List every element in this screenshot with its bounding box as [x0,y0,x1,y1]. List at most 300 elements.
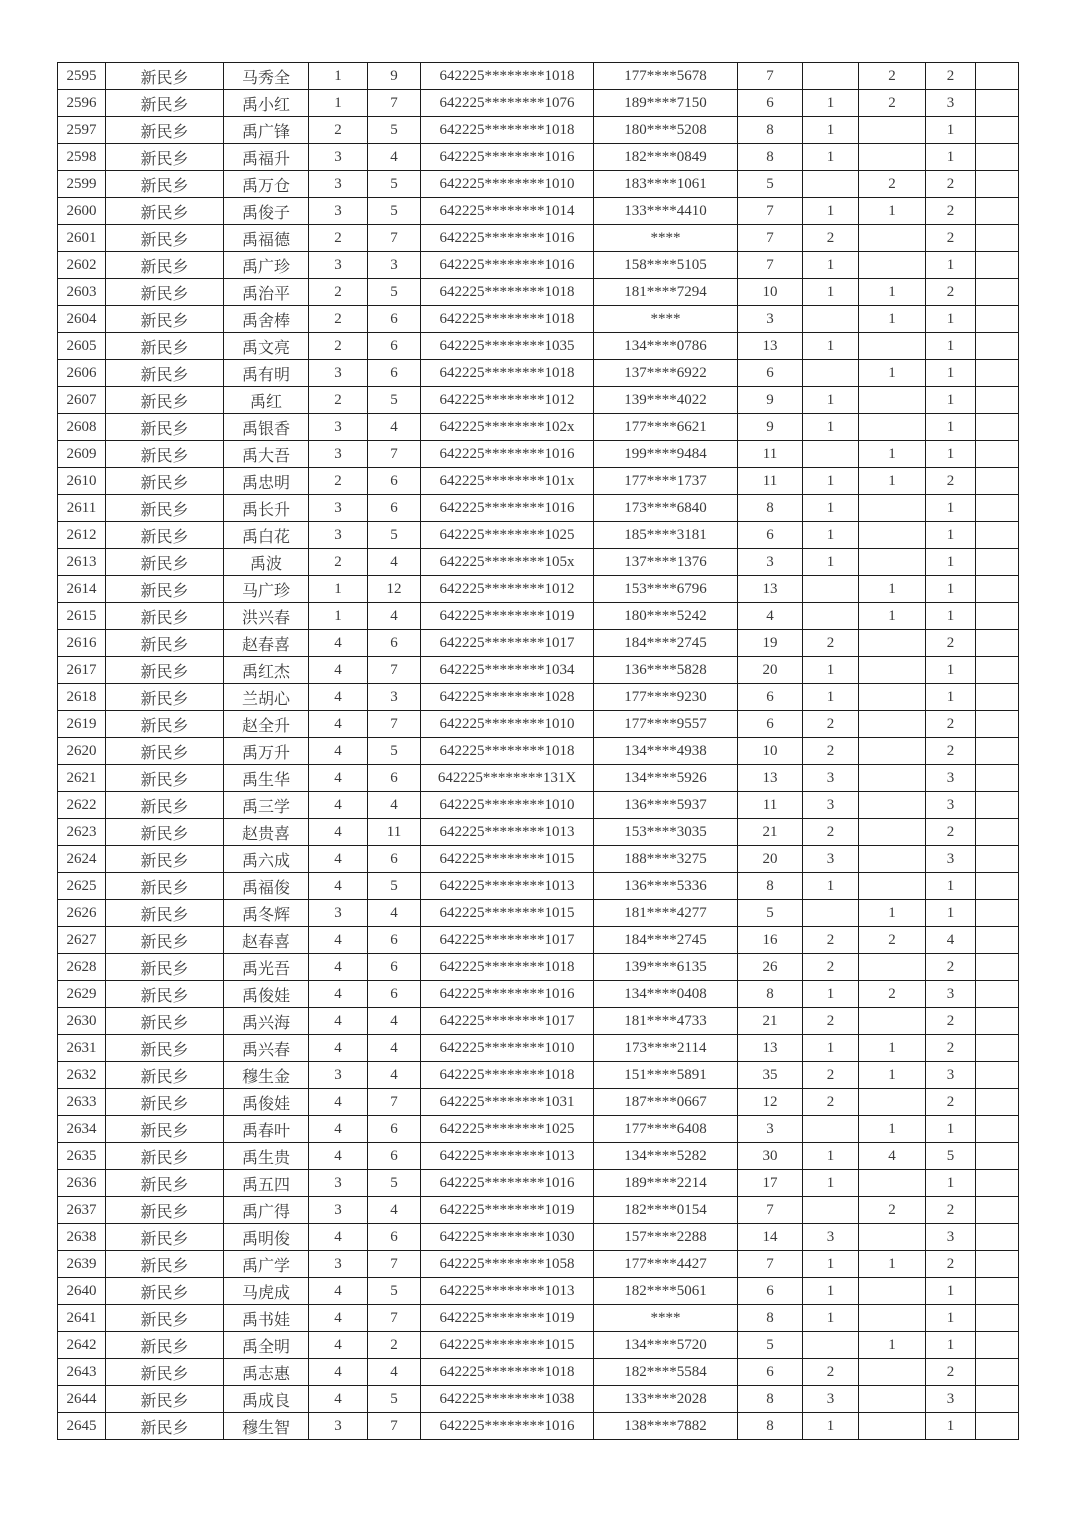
serial-cell: 2614 [58,576,106,603]
name-cell: 禹福升 [224,144,309,171]
count4-cell: 3 [926,1062,976,1089]
count1-cell: 8 [738,873,803,900]
id-number-cell: 642225********1031 [421,1089,594,1116]
table-row [58,684,1019,711]
serial-cell: 2619 [58,711,106,738]
id-number-cell: 642225********1013 [421,1278,594,1305]
phone-cell: 180****5242 [594,603,738,630]
count2-cell [803,900,859,927]
count3-cell: 1 [859,441,926,468]
count2-cell [803,171,859,198]
phone-cell: 199****9484 [594,441,738,468]
serial-cell: 2617 [58,657,106,684]
num1-cell: 4 [309,630,368,657]
table-row [58,900,1019,927]
count3-cell [859,684,926,711]
name-cell: 禹春叶 [224,1116,309,1143]
table-row [58,846,1019,873]
name-cell: 禹俊子 [224,198,309,225]
id-number-cell: 642225********1013 [421,819,594,846]
count3-cell [859,495,926,522]
township-cell: 新民乡 [106,900,224,927]
phone-cell: 177****9557 [594,711,738,738]
serial-cell: 2600 [58,198,106,225]
count4-cell: 1 [926,360,976,387]
num1-cell: 3 [309,1197,368,1224]
phone-cell: 181****7294 [594,279,738,306]
count4-cell: 3 [926,981,976,1008]
num2-cell: 11 [368,819,421,846]
count3-cell [859,711,926,738]
count4-cell: 2 [926,1089,976,1116]
count2-cell: 2 [803,1359,859,1386]
num2-cell: 6 [368,1116,421,1143]
count3-cell: 1 [859,603,926,630]
num1-cell: 3 [309,900,368,927]
num2-cell: 6 [368,1224,421,1251]
id-number-cell: 642225********1018 [421,279,594,306]
name-cell: 禹万升 [224,738,309,765]
blank-cell [976,684,1019,711]
table-row [58,522,1019,549]
phone-cell: 177****6408 [594,1116,738,1143]
count1-cell: 13 [738,576,803,603]
serial-cell: 2621 [58,765,106,792]
phone-cell: 136****5937 [594,792,738,819]
table-row [58,954,1019,981]
id-number-cell: 642225********1016 [421,225,594,252]
township-cell: 新民乡 [106,819,224,846]
id-number-cell: 642225********1018 [421,117,594,144]
num2-cell: 5 [368,117,421,144]
township-cell: 新民乡 [106,333,224,360]
table-row [58,306,1019,333]
name-cell: 禹银香 [224,414,309,441]
name-cell: 禹忠明 [224,468,309,495]
township-cell: 新民乡 [106,657,224,684]
table-row [58,1359,1019,1386]
serial-cell: 2612 [58,522,106,549]
count2-cell [803,1197,859,1224]
id-number-cell: 642225********1010 [421,1035,594,1062]
count4-cell: 1 [926,387,976,414]
count4-cell: 2 [926,63,976,90]
count1-cell: 7 [738,225,803,252]
serial-cell: 2627 [58,927,106,954]
id-number-cell: 642225********1018 [421,954,594,981]
num1-cell: 1 [309,603,368,630]
table-row [58,360,1019,387]
num2-cell: 6 [368,333,421,360]
count4-cell: 1 [926,117,976,144]
phone-cell: 189****7150 [594,90,738,117]
township-cell: 新民乡 [106,198,224,225]
num2-cell: 7 [368,657,421,684]
table-row [58,1062,1019,1089]
serial-cell: 2611 [58,495,106,522]
count2-cell: 1 [803,387,859,414]
blank-cell [976,1035,1019,1062]
count3-cell [859,522,926,549]
id-number-cell: 642225********1019 [421,1197,594,1224]
table-row [58,1197,1019,1224]
table-row [58,738,1019,765]
count3-cell [859,225,926,252]
name-cell: 禹俊娃 [224,1089,309,1116]
num1-cell: 1 [309,63,368,90]
count2-cell: 2 [803,738,859,765]
num2-cell: 3 [368,684,421,711]
serial-cell: 2605 [58,333,106,360]
count2-cell: 1 [803,1035,859,1062]
count3-cell [859,1386,926,1413]
count1-cell: 6 [738,1278,803,1305]
count1-cell: 3 [738,1116,803,1143]
id-number-cell: 642225********1017 [421,927,594,954]
count2-cell: 1 [803,117,859,144]
count1-cell: 6 [738,684,803,711]
phone-cell: 187****0667 [594,1089,738,1116]
blank-cell [976,198,1019,225]
table-row [58,225,1019,252]
name-cell: 禹志惠 [224,1359,309,1386]
serial-cell: 2608 [58,414,106,441]
township-cell: 新民乡 [106,1305,224,1332]
num2-cell: 6 [368,630,421,657]
blank-cell [976,1197,1019,1224]
table-row [58,765,1019,792]
serial-cell: 2645 [58,1413,106,1440]
name-cell: 禹福俊 [224,873,309,900]
num2-cell: 4 [368,900,421,927]
name-cell: 禹兴春 [224,1035,309,1062]
id-number-cell: 642225********1016 [421,1413,594,1440]
township-cell: 新民乡 [106,738,224,765]
num1-cell: 3 [309,495,368,522]
id-number-cell: 642225********1076 [421,90,594,117]
phone-cell: 181****4733 [594,1008,738,1035]
township-cell: 新民乡 [106,954,224,981]
name-cell: 禹有明 [224,360,309,387]
count4-cell: 2 [926,468,976,495]
count4-cell: 1 [926,144,976,171]
phone-cell: 177****6621 [594,414,738,441]
serial-cell: 2626 [58,900,106,927]
name-cell: 禹兴海 [224,1008,309,1035]
name-cell: 马秀全 [224,63,309,90]
count1-cell: 10 [738,738,803,765]
blank-cell [976,441,1019,468]
count3-cell [859,1008,926,1035]
count1-cell: 8 [738,495,803,522]
township-cell: 新民乡 [106,1170,224,1197]
serial-cell: 2622 [58,792,106,819]
phone-cell: 173****2114 [594,1035,738,1062]
id-number-cell: 642225********1030 [421,1224,594,1251]
township-cell: 新民乡 [106,225,224,252]
blank-cell [976,90,1019,117]
blank-cell [976,1008,1019,1035]
count1-cell: 8 [738,1305,803,1332]
table-row [58,1143,1019,1170]
phone-cell: 133****4410 [594,198,738,225]
count2-cell: 3 [803,1386,859,1413]
count2-cell: 1 [803,279,859,306]
count4-cell: 2 [926,954,976,981]
serial-cell: 2616 [58,630,106,657]
num2-cell: 12 [368,576,421,603]
count4-cell: 1 [926,333,976,360]
num2-cell: 7 [368,1089,421,1116]
count2-cell: 3 [803,792,859,819]
township-cell: 新民乡 [106,1062,224,1089]
num1-cell: 4 [309,819,368,846]
name-cell: 禹广珍 [224,252,309,279]
id-number-cell: 642225********1016 [421,144,594,171]
count4-cell: 1 [926,306,976,333]
count4-cell: 1 [926,1332,976,1359]
serial-cell: 2637 [58,1197,106,1224]
name-cell: 禹大吾 [224,441,309,468]
count2-cell: 2 [803,225,859,252]
num1-cell: 1 [309,90,368,117]
township-cell: 新民乡 [106,468,224,495]
count4-cell: 1 [926,1278,976,1305]
serial-cell: 2599 [58,171,106,198]
serial-cell: 2604 [58,306,106,333]
count1-cell: 6 [738,711,803,738]
count1-cell: 8 [738,144,803,171]
phone-cell: 189****2214 [594,1170,738,1197]
count1-cell: 21 [738,1008,803,1035]
count3-cell: 1 [859,198,926,225]
township-cell: 新民乡 [106,711,224,738]
blank-cell [976,954,1019,981]
num2-cell: 7 [368,1413,421,1440]
count1-cell: 7 [738,1251,803,1278]
township-cell: 新民乡 [106,1359,224,1386]
phone-cell: 180****5208 [594,117,738,144]
num2-cell: 6 [368,765,421,792]
serial-cell: 2623 [58,819,106,846]
count2-cell: 2 [803,711,859,738]
id-number-cell: 642225********1019 [421,603,594,630]
blank-cell [976,252,1019,279]
table-row [58,198,1019,225]
name-cell: 禹福德 [224,225,309,252]
num1-cell: 4 [309,1116,368,1143]
count1-cell: 3 [738,549,803,576]
table-row [58,1035,1019,1062]
num1-cell: 3 [309,414,368,441]
num1-cell: 4 [309,1089,368,1116]
count4-cell: 1 [926,414,976,441]
num1-cell: 4 [309,657,368,684]
records-table [57,62,1019,1440]
blank-cell [976,711,1019,738]
count4-cell: 2 [926,1359,976,1386]
num2-cell: 4 [368,792,421,819]
num1-cell: 4 [309,765,368,792]
township-cell: 新民乡 [106,1035,224,1062]
id-number-cell: 642225********1038 [421,1386,594,1413]
blank-cell [976,414,1019,441]
count2-cell [803,63,859,90]
count3-cell [859,414,926,441]
serial-cell: 2641 [58,1305,106,1332]
count2-cell: 1 [803,1170,859,1197]
name-cell: 禹冬辉 [224,900,309,927]
count4-cell: 3 [926,792,976,819]
township-cell: 新民乡 [106,171,224,198]
id-number-cell: 642225********1010 [421,792,594,819]
count2-cell: 2 [803,1089,859,1116]
count2-cell [803,1332,859,1359]
phone-cell: 153****3035 [594,819,738,846]
count2-cell: 1 [803,333,859,360]
blank-cell [976,468,1019,495]
phone-cell: 134****5926 [594,765,738,792]
count4-cell: 2 [926,711,976,738]
count2-cell: 1 [803,549,859,576]
blank-cell [976,630,1019,657]
phone-cell: 134****4938 [594,738,738,765]
id-number-cell: 642225********1016 [421,441,594,468]
blank-cell [976,1089,1019,1116]
phone-cell: 182****5584 [594,1359,738,1386]
num1-cell: 3 [309,252,368,279]
blank-cell [976,171,1019,198]
id-number-cell: 642225********1028 [421,684,594,711]
serial-cell: 2618 [58,684,106,711]
count3-cell: 1 [859,1035,926,1062]
id-number-cell: 642225********1018 [421,306,594,333]
table-row [58,1116,1019,1143]
table-row [58,441,1019,468]
name-cell: 禹生华 [224,765,309,792]
count2-cell: 2 [803,819,859,846]
name-cell: 赵贵喜 [224,819,309,846]
township-cell: 新民乡 [106,1332,224,1359]
num1-cell: 4 [309,1305,368,1332]
serial-cell: 2630 [58,1008,106,1035]
count4-cell: 2 [926,1035,976,1062]
name-cell: 赵春喜 [224,630,309,657]
num2-cell: 5 [368,873,421,900]
count3-cell [859,1359,926,1386]
num2-cell: 6 [368,360,421,387]
count4-cell: 1 [926,441,976,468]
township-cell: 新民乡 [106,1224,224,1251]
id-number-cell: 642225********1016 [421,1170,594,1197]
count2-cell: 2 [803,954,859,981]
count1-cell: 3 [738,306,803,333]
num1-cell: 4 [309,927,368,954]
name-cell: 禹明俊 [224,1224,309,1251]
id-number-cell: 642225********1018 [421,738,594,765]
count3-cell [859,1089,926,1116]
name-cell: 穆生智 [224,1413,309,1440]
blank-cell [976,1224,1019,1251]
township-cell: 新民乡 [106,792,224,819]
count2-cell: 2 [803,1008,859,1035]
blank-cell [976,1359,1019,1386]
blank-cell [976,792,1019,819]
name-cell: 马虎成 [224,1278,309,1305]
count4-cell: 2 [926,1251,976,1278]
num1-cell: 2 [309,549,368,576]
count2-cell: 3 [803,846,859,873]
count2-cell: 1 [803,873,859,900]
count1-cell: 20 [738,846,803,873]
serial-cell: 2620 [58,738,106,765]
phone-cell: 137****1376 [594,549,738,576]
township-cell: 新民乡 [106,117,224,144]
name-cell: 禹白花 [224,522,309,549]
num1-cell: 3 [309,441,368,468]
count4-cell: 1 [926,1413,976,1440]
township-cell: 新民乡 [106,684,224,711]
id-number-cell: 642225********1018 [421,63,594,90]
num2-cell: 6 [368,495,421,522]
phone-cell: 182****5061 [594,1278,738,1305]
serial-cell: 2613 [58,549,106,576]
phone-cell: 181****4277 [594,900,738,927]
township-cell: 新民乡 [106,603,224,630]
table-row [58,171,1019,198]
serial-cell: 2643 [58,1359,106,1386]
blank-cell [976,522,1019,549]
num2-cell: 4 [368,1359,421,1386]
count1-cell: 7 [738,252,803,279]
table-row [58,630,1019,657]
count1-cell: 8 [738,981,803,1008]
township-cell: 新民乡 [106,441,224,468]
num1-cell: 4 [309,981,368,1008]
num2-cell: 4 [368,144,421,171]
name-cell: 禹长升 [224,495,309,522]
count3-cell: 4 [859,1143,926,1170]
count4-cell: 2 [926,630,976,657]
phone-cell: 185****3181 [594,522,738,549]
id-number-cell: 642225********1010 [421,171,594,198]
blank-cell [976,225,1019,252]
township-cell: 新民乡 [106,1197,224,1224]
count3-cell: 1 [859,306,926,333]
blank-cell [976,576,1019,603]
serial-cell: 2602 [58,252,106,279]
serial-cell: 2633 [58,1089,106,1116]
count3-cell [859,1305,926,1332]
count1-cell: 26 [738,954,803,981]
count2-cell [803,603,859,630]
count1-cell: 8 [738,117,803,144]
blank-cell [976,927,1019,954]
count1-cell: 8 [738,1386,803,1413]
phone-cell: 134****5720 [594,1332,738,1359]
blank-cell [976,549,1019,576]
id-number-cell: 642225********1034 [421,657,594,684]
num2-cell: 7 [368,225,421,252]
count2-cell: 1 [803,252,859,279]
count2-cell [803,576,859,603]
table-row [58,63,1019,90]
count2-cell: 1 [803,684,859,711]
name-cell: 赵全升 [224,711,309,738]
serial-cell: 2631 [58,1035,106,1062]
serial-cell: 2601 [58,225,106,252]
table-row [58,792,1019,819]
